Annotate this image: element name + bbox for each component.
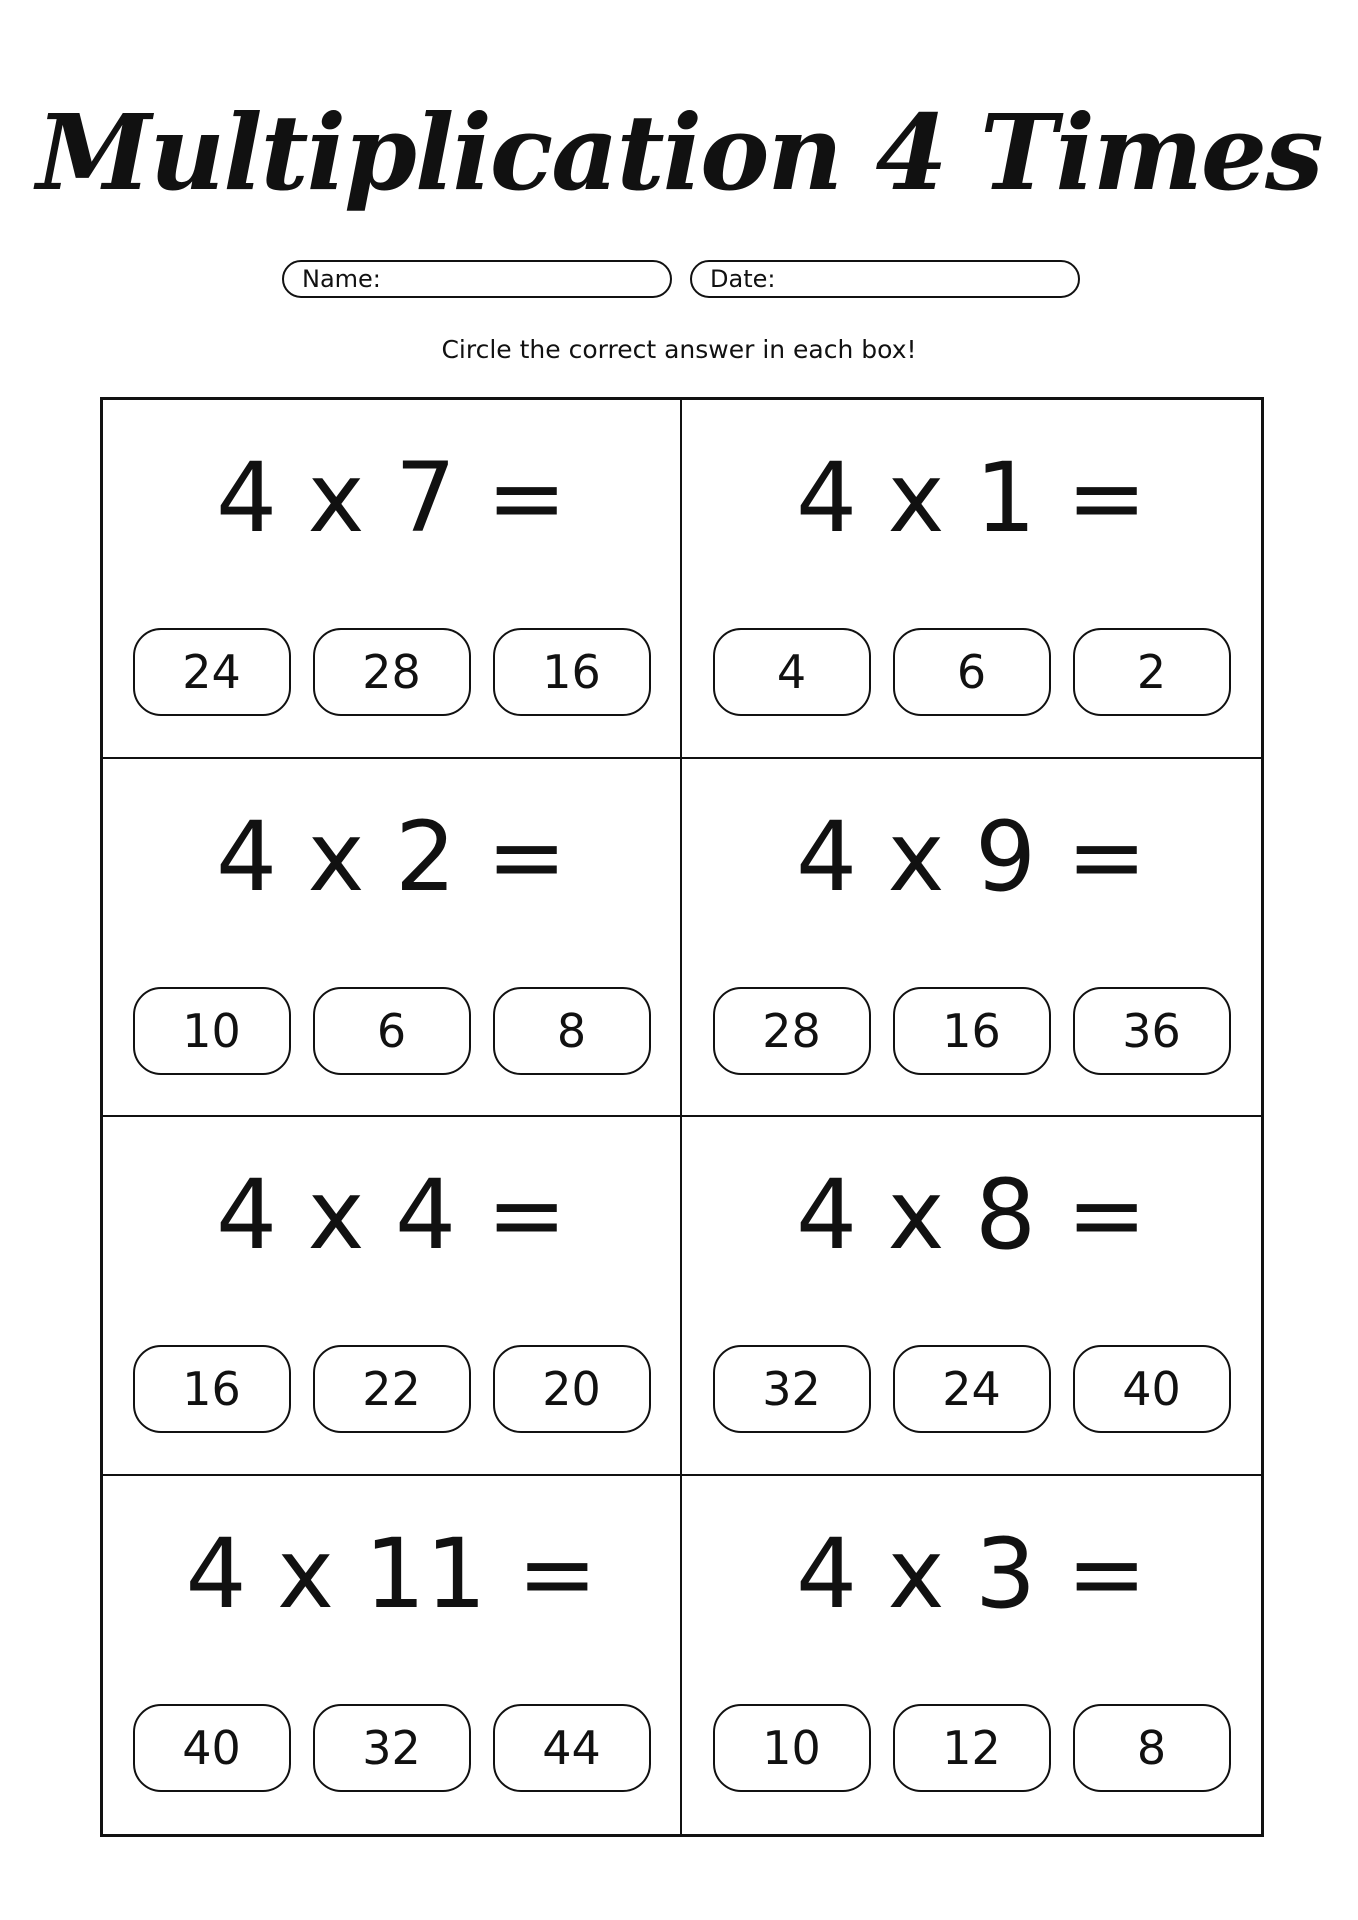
problem-box: [682, 1476, 1261, 1835]
answer-option[interactable]: 28: [713, 987, 871, 1075]
problem-box: [103, 1117, 682, 1476]
answer-option[interactable]: 40: [1073, 1345, 1231, 1433]
problem-box: [103, 759, 682, 1118]
answer-option[interactable]: 12: [893, 1704, 1051, 1792]
problem-equation: 4 x 1 =: [796, 442, 1147, 554]
problem-equation: 4 x 8 =: [796, 1159, 1147, 1271]
answer-option[interactable]: 24: [133, 628, 291, 716]
answer-options: [103, 1345, 680, 1433]
answer-option[interactable]: 10: [713, 1704, 871, 1792]
worksheet-title: Multiplication 4 Times: [36, 91, 1322, 214]
instructions-text: Circle the correct answer in each box!: [441, 335, 917, 364]
problem-equation: 4 x 9 =: [796, 800, 1147, 913]
problem-box: [682, 759, 1261, 1118]
answer-option[interactable]: 8: [1073, 1704, 1231, 1792]
problem-equation: 4 x 11 =: [185, 1517, 598, 1630]
answer-option[interactable]: 10: [133, 987, 291, 1075]
answer-options: [103, 1704, 680, 1792]
answer-options: [682, 1345, 1261, 1433]
name-field[interactable]: [282, 260, 672, 298]
problem-equation: 4 x 4 =: [216, 1159, 567, 1271]
answer-option[interactable]: 16: [493, 628, 651, 716]
answer-option[interactable]: 44: [493, 1704, 651, 1792]
answer-options: [682, 1704, 1261, 1792]
answer-option[interactable]: 8: [493, 987, 651, 1075]
answer-options: [103, 987, 680, 1075]
answer-option[interactable]: 2: [1073, 628, 1231, 716]
answer-option[interactable]: 16: [133, 1345, 291, 1433]
problem-grid: [100, 397, 1264, 1837]
problem-equation: 4 x 3 =: [796, 1517, 1147, 1630]
problem-box: [682, 1117, 1261, 1476]
name-field-label: Name:: [302, 265, 381, 293]
answer-option[interactable]: 40: [133, 1704, 291, 1792]
problem-equation: 4 x 2 =: [216, 800, 567, 913]
answer-option[interactable]: 32: [313, 1704, 471, 1792]
problem-box: [103, 1476, 682, 1835]
answer-option[interactable]: 20: [493, 1345, 651, 1433]
answer-option[interactable]: 32: [713, 1345, 871, 1433]
answer-options: [682, 987, 1261, 1075]
answer-option[interactable]: 16: [893, 987, 1051, 1075]
answer-option[interactable]: 24: [893, 1345, 1051, 1433]
date-field-label: Date:: [710, 265, 776, 293]
date-field[interactable]: [690, 260, 1080, 298]
answer-options: [682, 628, 1261, 716]
answer-option[interactable]: 6: [893, 628, 1051, 716]
answer-option[interactable]: 4: [713, 628, 871, 716]
problem-box: [103, 400, 682, 759]
problem-box: [682, 400, 1261, 759]
answer-options: [103, 628, 680, 716]
problem-equation: 4 x 7 =: [216, 442, 567, 554]
answer-option[interactable]: 36: [1073, 987, 1231, 1075]
answer-option[interactable]: 22: [313, 1345, 471, 1433]
answer-option[interactable]: 6: [313, 987, 471, 1075]
answer-option[interactable]: 28: [313, 628, 471, 716]
